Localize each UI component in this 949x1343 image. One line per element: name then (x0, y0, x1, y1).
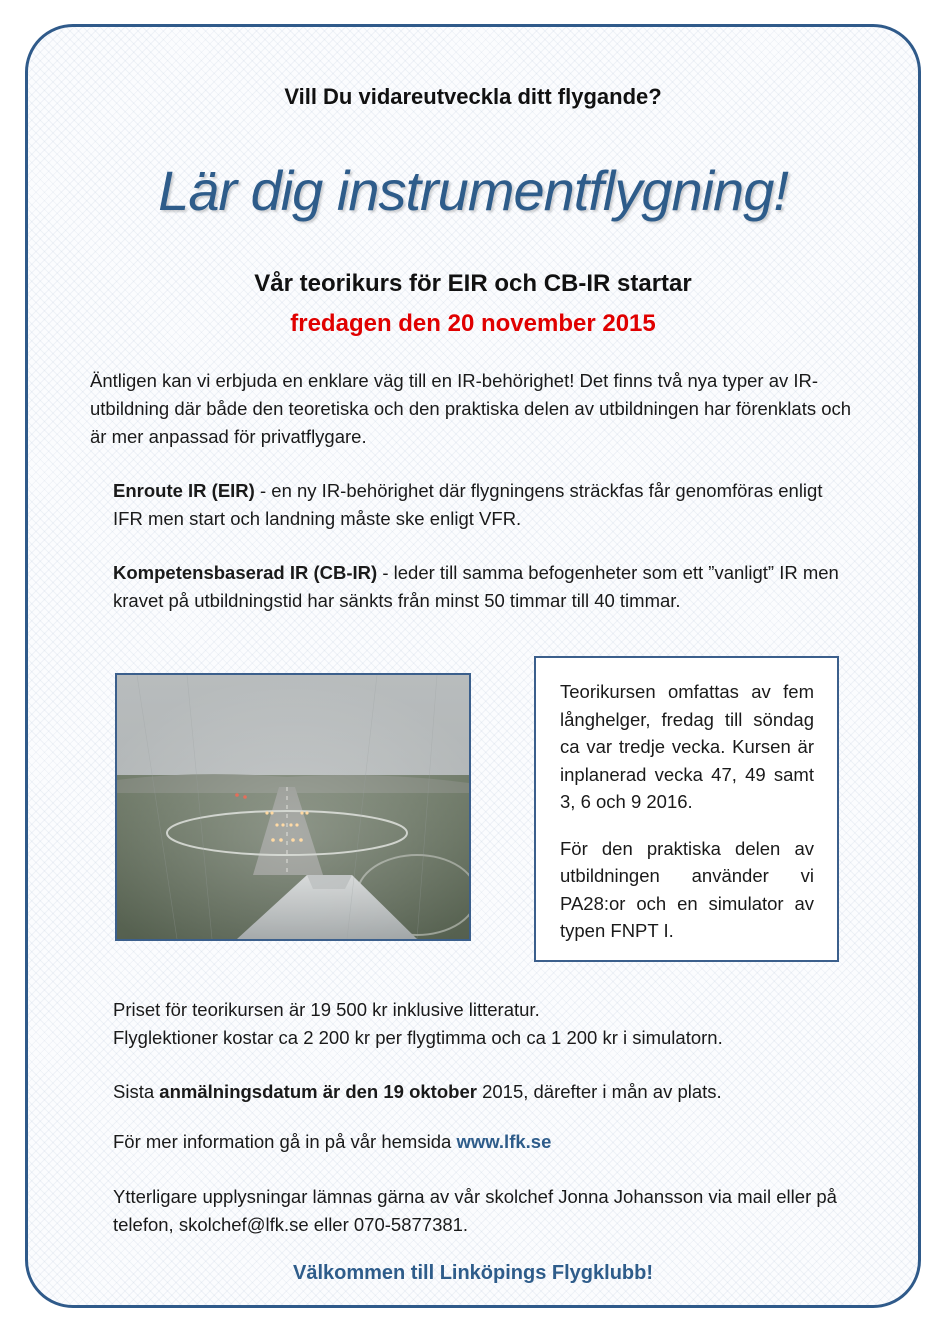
cbir-description (113, 559, 843, 615)
registration-deadline (113, 1078, 873, 1106)
cbir-text: - leder till samma befogenheter som ett ”vanligt” IR men kravet på utbildningstid har sänkts från minst 50 timmar till 40 timmar. (113, 562, 839, 611)
deadline-bold: anmälningsdatum är den 19 oktober (159, 1081, 477, 1102)
eir-text: - en ny IR-behörighet där flygningens sträckfas får genomföras enligt IFR men start och landning måste ske enligt VFR. (113, 480, 823, 529)
course-schedule-text: Teorikursen omfattas av fem långhelger, fredag till söndag ca var tredje vecka. Kursen är inplanerad vecka 47, 49 samt 3, 6 och 9 2016. (560, 681, 814, 812)
contact-paragraph: Ytterligare upplysningar lämnas gärna av vår skolchef Jonna Johansson via mail eller på telefon, skolchef@lfk.se eller 070-5877381. (113, 1186, 837, 1235)
deadline-suffix: 2015, därefter i mån av plats. (476, 1081, 722, 1102)
more-info-line (113, 1128, 873, 1156)
practical-training-text: För den praktiska delen av utbildningen använder vi PA28:or och en simulator av typen FNPT I. (560, 837, 814, 941)
cbir-term: Kompetensbaserad IR (CB-IR) (113, 562, 378, 583)
course-start-date: fredagen den 20 november 2015 (290, 310, 656, 337)
runway-approach-photo (115, 673, 471, 941)
kicker-question: Vill Du vidareutveckla ditt flygande? (284, 84, 662, 109)
eir-term: Enroute IR (EIR) (113, 480, 255, 501)
intro-paragraph: Äntligen kan vi erbjuda en enklare väg till en IR-behörighet! Det finns två nya typer av IR-utbildning där både den teoretiska och den praktiska delen av utbildningen har förenklats och är mer anpassad för privatflygare. (90, 370, 852, 447)
headline: Lär dig instrumentflygning! (158, 159, 788, 222)
course-info-box (534, 656, 839, 962)
eir-description (113, 477, 843, 533)
price-section (113, 996, 873, 1052)
website-link[interactable]: www.lfk.se (456, 1131, 552, 1152)
welcome-footer: Välkommen till Linköpings Flygklubb! (292, 1262, 654, 1284)
course-start-heading: Vår teorikurs för EIR och CB-IR startar (254, 270, 692, 297)
lesson-price-line: Flyglektioner kostar ca 2 200 kr per flygtimma och ca 1 200 kr i simulatorn. (113, 1027, 723, 1048)
course-price-line: Priset för teorikursen är 19 500 kr inklusive litteratur. (113, 999, 540, 1020)
more-info-text: För mer information gå in på vår hemsida (113, 1131, 457, 1152)
deadline-prefix: Sista (113, 1081, 160, 1102)
